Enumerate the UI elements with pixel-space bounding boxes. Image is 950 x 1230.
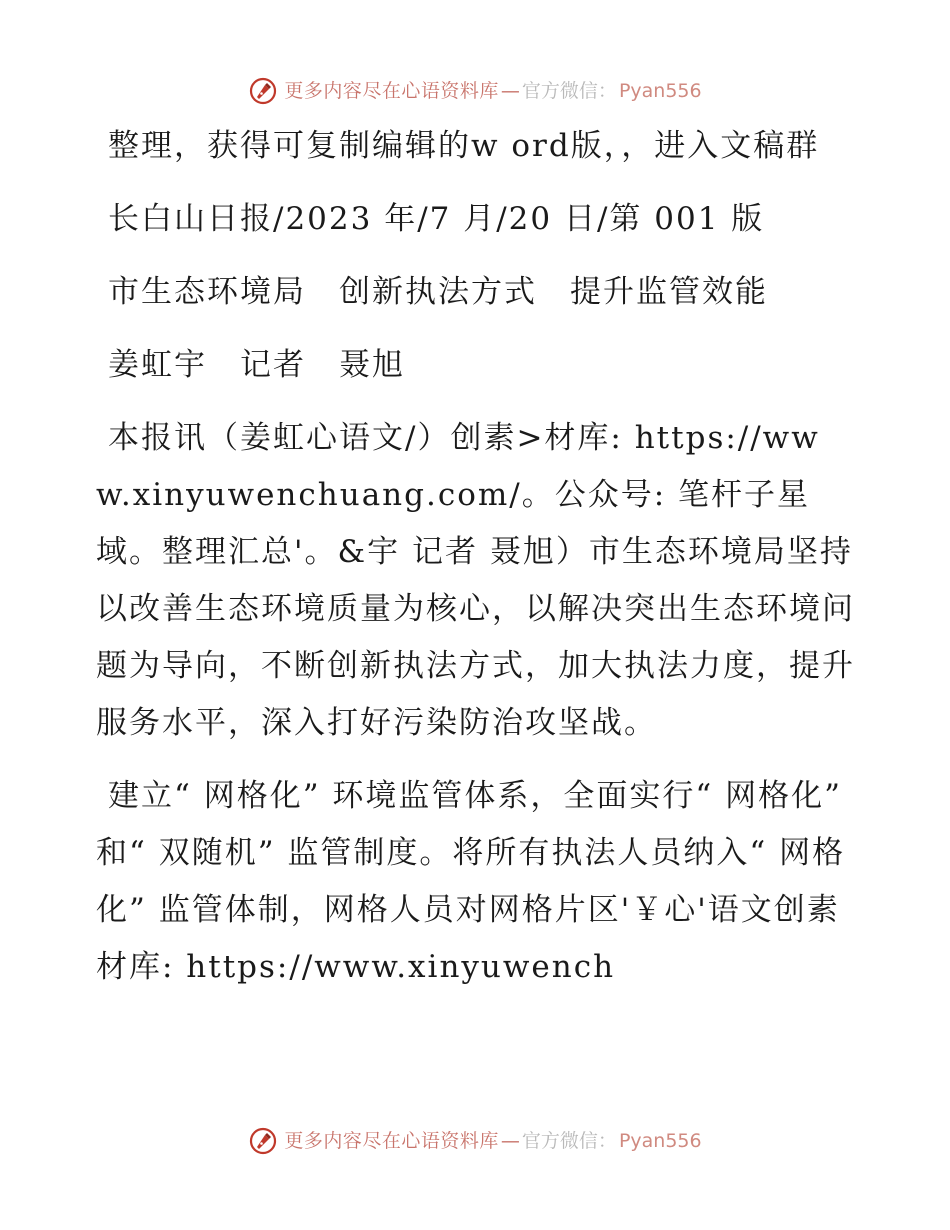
intro-paragraph	[96, 118, 856, 175]
watermark-dash: —	[500, 80, 520, 102]
headline-text: 市生态环境局 创新执法方式 提升监管效能	[108, 274, 768, 310]
intro-text: 整理，获得可复制编辑的w ord版，，进入文稿群	[108, 128, 820, 164]
watermark-wechat-id: Pyan556	[618, 1130, 702, 1152]
watermark-official-label: 官方微信：	[521, 1130, 617, 1152]
header-watermark	[0, 76, 950, 106]
watermark-text: 更多内容尽在心语资料库	[284, 1130, 499, 1152]
footer-watermark	[0, 1126, 950, 1156]
headline	[96, 264, 856, 321]
watermark-text: 更多内容尽在心语资料库	[284, 80, 499, 102]
body-paragraph-1	[96, 410, 856, 752]
source-line	[96, 191, 856, 248]
body-paragraph-1-text: 本报讯（姜虹心语文/）创素>材库: https://www.xinyuwenchuang.com/。公众号: 笔杆子星域。整理汇总'。&宇 记者 聂旭）市生态环境局坚持以改善生态环境质量为核心，以解决突出生态环境问题为导向，不断创新执法方式，加大执法力度，提升服务水平，深入打好污染防治攻坚战。	[96, 420, 855, 741]
pen-nib-logo-icon	[248, 76, 278, 106]
watermark-official-label: 官方微信：	[521, 80, 617, 102]
byline-text: 姜虹宇 记者 聂旭	[108, 347, 405, 383]
pen-nib-logo-icon	[248, 1126, 278, 1156]
watermark-dash: —	[500, 1130, 520, 1152]
watermark-wechat-id: Pyan556	[618, 80, 702, 102]
source-line-text: 长白山日报/2023 年/7 月/20 日/第 001 版	[108, 201, 765, 237]
body-paragraph-2	[96, 768, 856, 996]
body-paragraph-2-text: 建立“ 网格化” 环境监管体系，全面实行“ 网格化” 和“ 双随机” 监管制度。将所有执法人员纳入“ 网格化” 监管体制，网格人员对网格片区'￥心'语文创素材库: https://www.xinyuwench	[96, 778, 846, 985]
byline	[96, 337, 856, 394]
document-body	[96, 118, 856, 1012]
